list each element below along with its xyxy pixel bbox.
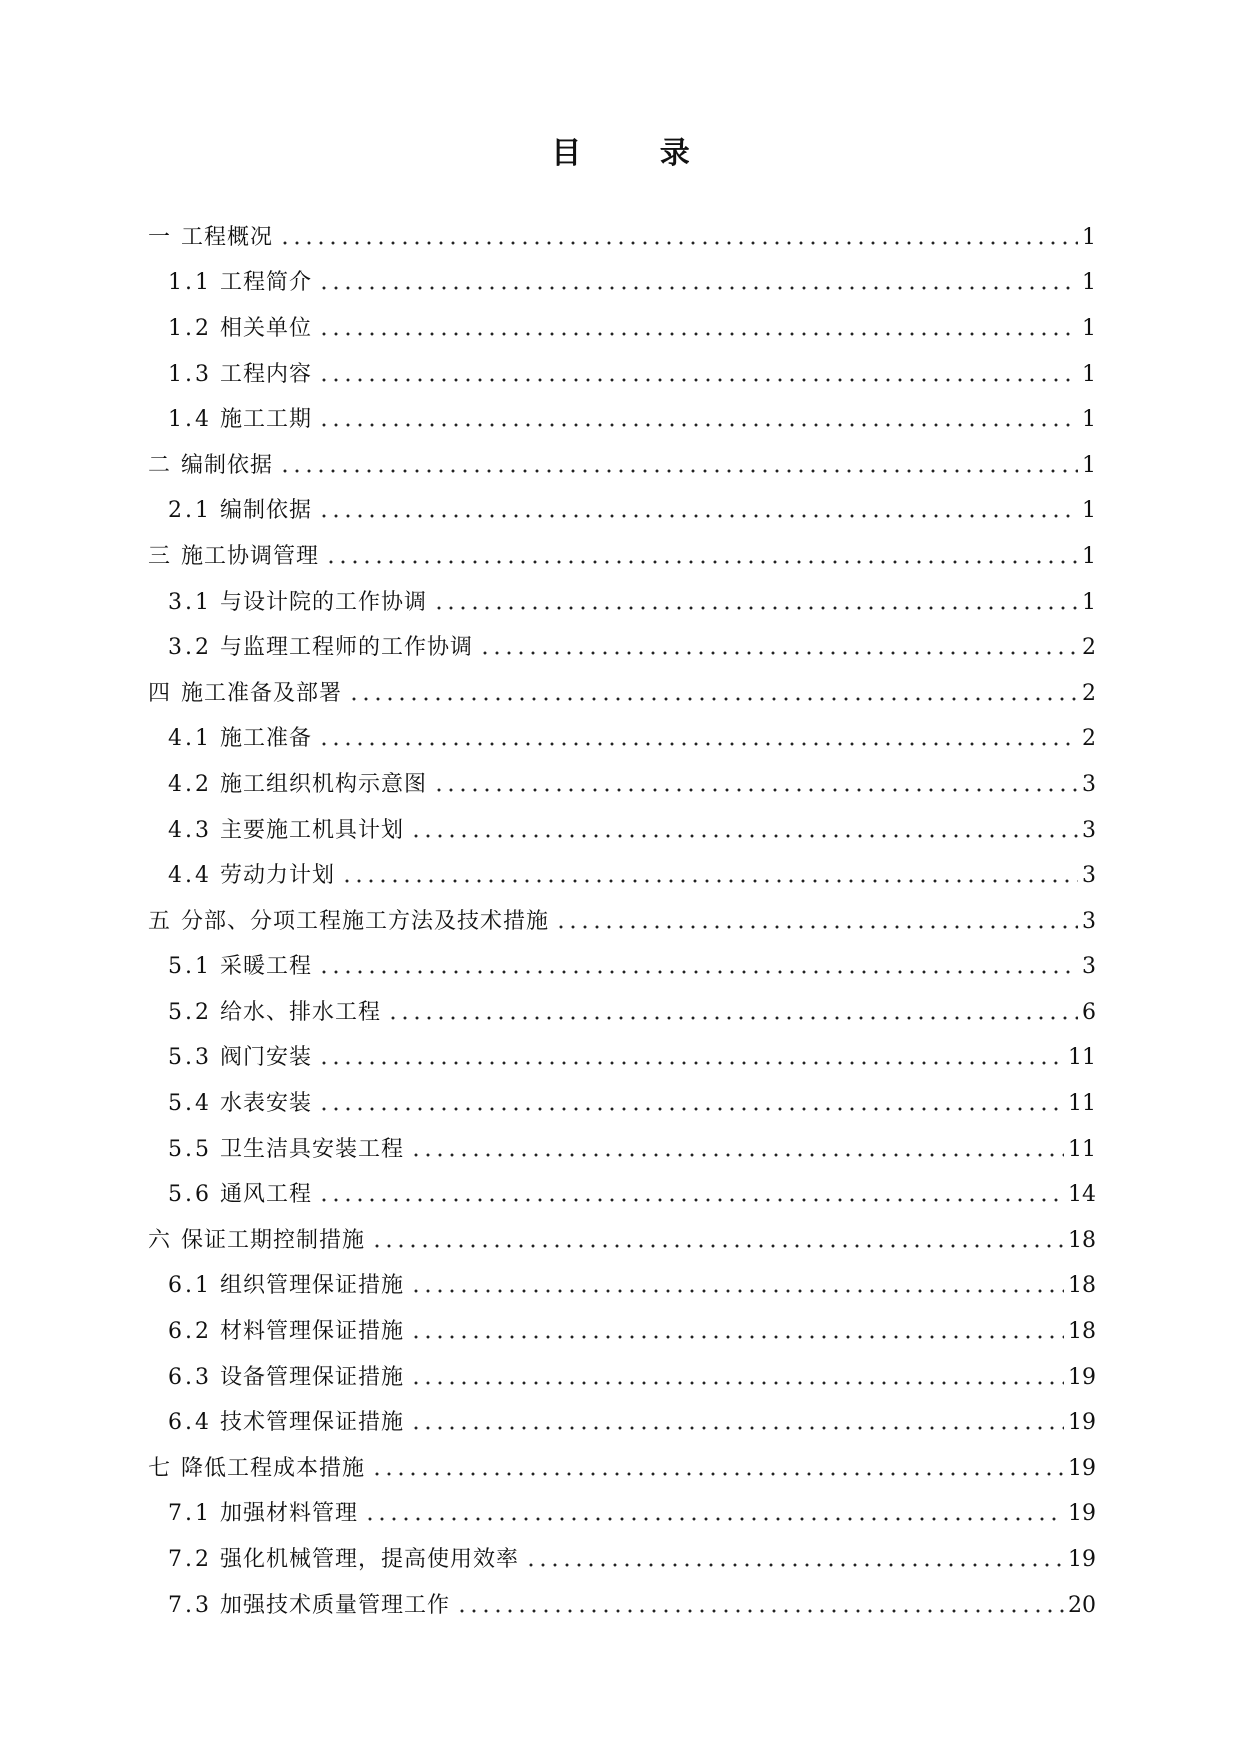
toc-dot-leader (279, 240, 1078, 246)
toc-entry-number: 5.5 (168, 1136, 212, 1162)
toc-page-number: 19 (1068, 1501, 1096, 1527)
toc-dot-leader (318, 285, 1078, 291)
toc-page-number: 11 (1068, 1136, 1096, 1162)
toc-dot-leader (371, 1243, 1064, 1249)
toc-chapter-entry[interactable] (148, 1446, 1096, 1492)
toc-entry-label (168, 1047, 312, 1069)
toc-page-number: 6 (1082, 999, 1096, 1025)
toc-entry-number: 5.2 (168, 999, 212, 1025)
toc-entry-number: 4.1 (168, 726, 212, 752)
toc-section-entry[interactable] (148, 1400, 1096, 1446)
toc-section-entry[interactable] (148, 853, 1096, 899)
toc-section-entry[interactable] (148, 352, 1096, 398)
toc-entry-label (168, 1321, 404, 1343)
toc-dot-leader (341, 878, 1078, 884)
toc-dot-leader (433, 787, 1078, 793)
toc-entry-text: 施工组织机构示意图 (220, 771, 428, 797)
toc-dot-leader (410, 833, 1078, 839)
toc-entry-text: 工程简介 (220, 270, 313, 296)
toc-section-entry[interactable] (148, 1036, 1096, 1082)
toc-entry-label (148, 680, 343, 706)
toc-page-number: 2 (1082, 635, 1096, 661)
toc-dot-leader (318, 969, 1078, 975)
toc-entry-label (148, 908, 550, 934)
toc-entry-label (168, 315, 313, 341)
toc-dot-leader (479, 650, 1078, 656)
toc-section-entry[interactable] (148, 306, 1096, 352)
toc-page-number: 2 (1082, 680, 1096, 706)
toc-dot-leader (318, 741, 1078, 747)
toc-entry-text: 工程概况 (181, 224, 274, 250)
toc-section-entry[interactable] (148, 1172, 1096, 1218)
toc-entry-number: 四 (148, 680, 172, 706)
toc-entry-text: 编制依据 (181, 452, 274, 478)
toc-dot-leader (318, 331, 1078, 337)
toc-section-entry[interactable] (148, 1355, 1096, 1401)
toc-dot-leader (387, 1015, 1078, 1021)
toc-page-number: 19 (1068, 1364, 1096, 1390)
toc-entry-number: 5.6 (168, 1182, 212, 1208)
toc-entry-text: 与设计院的工作协调 (220, 589, 428, 615)
toc-entry-text: 编制依据 (220, 498, 313, 524)
toc-chapter-entry[interactable] (148, 1218, 1096, 1264)
toc-entry-label (168, 1093, 312, 1115)
toc-section-entry[interactable] (148, 397, 1096, 443)
toc-section-entry[interactable] (148, 1537, 1096, 1583)
toc-entry-number: 5.1 (168, 954, 212, 980)
toc-section-entry[interactable] (148, 1309, 1096, 1355)
toc-dot-leader (371, 1471, 1064, 1477)
toc-entry-number: 7.1 (168, 1501, 212, 1527)
toc-page-number: 11 (1068, 1091, 1096, 1117)
toc-entry-label (168, 637, 473, 659)
toc-page-number: 19 (1068, 1547, 1096, 1573)
toc-entry-text: 相关单位 (220, 315, 313, 341)
toc-entry-label (168, 999, 382, 1025)
toc-page-number: 18 (1068, 1319, 1096, 1345)
toc-dot-leader (410, 1152, 1064, 1158)
toc-entry-label (168, 589, 428, 615)
toc-dot-leader (525, 1562, 1064, 1568)
toc-entry-text: 给水、排水工程 (220, 999, 382, 1025)
toc-entry-number: 六 (148, 1227, 172, 1253)
toc-dot-leader (555, 924, 1078, 930)
toc-page-number: 1 (1082, 589, 1096, 615)
toc-entry-number: 6.4 (168, 1410, 212, 1436)
toc-chapter-entry[interactable] (148, 671, 1096, 717)
toc-entry-label (168, 1364, 405, 1390)
toc-page-number: 18 (1068, 1227, 1096, 1253)
page-title: 目 录 (551, 136, 724, 171)
toc-page-number: 20 (1068, 1592, 1096, 1618)
toc-entry-label (168, 409, 312, 431)
toc-entry-label (168, 1592, 451, 1618)
toc-entry-number: 6.2 (168, 1319, 212, 1345)
toc-dot-leader (364, 1516, 1064, 1522)
toc-page-number: 1 (1082, 361, 1096, 387)
toc-entry-label (168, 956, 312, 978)
toc-entry-text: 卫生洁具安装工程 (220, 1136, 405, 1162)
toc-section-entry[interactable] (148, 580, 1096, 626)
toc-dot-leader (325, 559, 1078, 565)
toc-entry-number: 2.1 (168, 498, 212, 524)
toc-entry-text: 阀门安装 (220, 1045, 313, 1071)
toc-entry-number: 五 (148, 908, 172, 934)
toc-entry-number: 4.4 (168, 863, 212, 889)
toc-section-entry[interactable] (148, 1264, 1096, 1310)
toc-entry-text: 施工工期 (220, 407, 313, 433)
toc-dot-leader (456, 1608, 1064, 1614)
toc-chapter-entry[interactable] (148, 534, 1096, 580)
toc-entry-number: 1.1 (168, 270, 212, 296)
toc-entry-text: 通风工程 (220, 1182, 313, 1208)
toc-section-entry[interactable] (148, 717, 1096, 763)
toc-entry-label (148, 1227, 366, 1253)
toc-entry-label (168, 1184, 312, 1206)
toc-entry-text: 与监理工程师的工作协调 (220, 635, 474, 661)
toc-entry-number: 4.3 (168, 817, 212, 843)
toc-page-number: 1 (1082, 543, 1096, 569)
toc-entry-text: 水表安装 (220, 1091, 313, 1117)
toc-page-number: 1 (1082, 452, 1096, 478)
toc-entry-label (148, 224, 274, 250)
toc-page-number: 1 (1082, 270, 1096, 296)
toc-section-entry[interactable] (148, 261, 1096, 307)
toc-entry-label (168, 771, 428, 797)
toc-entry-label (168, 500, 312, 522)
toc-dot-leader (348, 696, 1078, 702)
toc-entry-number: 一 (148, 224, 172, 250)
toc-section-entry[interactable] (148, 625, 1096, 671)
toc-entry-text: 技术管理保证措施 (220, 1410, 405, 1436)
toc-page-number: 3 (1082, 817, 1096, 843)
toc-dot-leader (318, 1197, 1064, 1203)
toc-entry-text: 组织管理保证措施 (220, 1273, 405, 1299)
toc-entry-text: 加强技术质量管理工作 (220, 1592, 451, 1618)
toc-dot-leader (318, 377, 1078, 383)
toc-entry-text: 采暖工程 (220, 954, 313, 980)
toc-section-entry[interactable] (148, 808, 1096, 854)
toc-page-number: 3 (1082, 863, 1096, 889)
toc-entry-label (168, 865, 335, 887)
toc-page-number: 3 (1082, 908, 1096, 934)
toc-entry-text: 施工准备及部署 (181, 680, 343, 706)
toc-chapter-entry[interactable] (148, 215, 1096, 261)
toc-entry-text: 强化机械管理，提高使用效率 (220, 1547, 520, 1573)
toc-page-number: 1 (1082, 498, 1096, 524)
toc-entry-label (168, 728, 312, 750)
toc-entry-label (168, 1275, 404, 1297)
toc-section-entry[interactable] (148, 1583, 1096, 1629)
toc-dot-leader (410, 1425, 1064, 1431)
toc-dot-leader (410, 1334, 1064, 1340)
toc-entry-number: 4.2 (168, 771, 212, 797)
toc-entry-label (168, 361, 313, 387)
toc-section-entry[interactable] (148, 489, 1096, 535)
toc-entry-text: 主要施工机具计划 (220, 817, 405, 843)
toc-entry-number: 七 (148, 1455, 172, 1481)
toc-page-number: 2 (1082, 726, 1096, 752)
toc-section-entry[interactable] (148, 1127, 1096, 1173)
toc-page-number: 11 (1068, 1045, 1096, 1071)
toc-entry-number: 3.2 (168, 635, 212, 661)
toc-entry-text: 劳动力计划 (220, 863, 336, 889)
toc-page-number: 3 (1082, 954, 1096, 980)
toc-dot-leader (279, 468, 1078, 474)
toc-page-number: 18 (1068, 1273, 1096, 1299)
toc-page-number: 14 (1068, 1182, 1096, 1208)
toc-dot-leader (318, 513, 1078, 519)
toc-dot-leader (410, 1380, 1064, 1386)
toc-page-number: 1 (1082, 315, 1096, 341)
table-of-contents (148, 215, 1096, 1628)
toc-page-number: 1 (1082, 407, 1096, 433)
toc-entry-label (148, 543, 320, 569)
toc-entry-number: 3.1 (168, 589, 212, 615)
toc-entry-label (168, 272, 312, 294)
toc-entry-text: 降低工程成本措施 (181, 1455, 366, 1481)
toc-entry-number: 7.2 (168, 1547, 212, 1573)
toc-entry-number: 二 (148, 452, 172, 478)
toc-entry-label (168, 1412, 404, 1434)
toc-entry-number: 5.4 (168, 1091, 212, 1117)
toc-entry-text: 工程内容 (220, 361, 313, 387)
toc-dot-leader (318, 422, 1078, 428)
toc-entry-number: 6.3 (168, 1364, 212, 1390)
toc-entry-number: 7.3 (168, 1592, 212, 1618)
toc-chapter-entry[interactable] (148, 899, 1096, 945)
toc-entry-text: 加强材料管理 (220, 1501, 359, 1527)
toc-entry-number: 1.4 (168, 407, 212, 433)
toc-page-number: 3 (1082, 771, 1096, 797)
toc-section-entry[interactable] (148, 990, 1096, 1036)
toc-dot-leader (433, 605, 1078, 611)
toc-entry-number: 6.1 (168, 1273, 212, 1299)
toc-entry-text: 施工准备 (220, 726, 313, 752)
toc-chapter-entry[interactable] (148, 443, 1096, 489)
toc-entry-label (168, 1136, 405, 1162)
toc-entry-text: 保证工期控制措施 (181, 1227, 366, 1253)
toc-dot-leader (318, 1060, 1064, 1066)
toc-page-number: 1 (1082, 224, 1096, 250)
toc-entry-label (168, 1503, 358, 1525)
toc-entry-number: 5.3 (168, 1045, 212, 1071)
toc-dot-leader (410, 1288, 1064, 1294)
toc-entry-number: 三 (148, 543, 172, 569)
toc-section-entry[interactable] (148, 945, 1096, 991)
toc-entry-label (148, 452, 274, 478)
toc-section-entry[interactable] (148, 1081, 1096, 1127)
toc-entry-text: 设备管理保证措施 (220, 1364, 405, 1390)
toc-entry-text: 施工协调管理 (181, 543, 320, 569)
toc-entry-label (168, 1549, 519, 1571)
toc-entry-text: 材料管理保证措施 (220, 1319, 405, 1345)
toc-section-entry[interactable] (148, 762, 1096, 808)
toc-entry-label (148, 1455, 366, 1481)
toc-dot-leader (318, 1106, 1064, 1112)
toc-page-number: 19 (1068, 1410, 1096, 1436)
toc-entry-label (168, 817, 405, 843)
toc-entry-number: 1.2 (168, 315, 212, 341)
toc-section-entry[interactable] (148, 1492, 1096, 1538)
toc-page-number: 19 (1068, 1455, 1096, 1481)
toc-entry-number: 1.3 (168, 361, 212, 387)
toc-entry-text: 分部、分项工程施工方法及技术措施 (181, 908, 550, 934)
